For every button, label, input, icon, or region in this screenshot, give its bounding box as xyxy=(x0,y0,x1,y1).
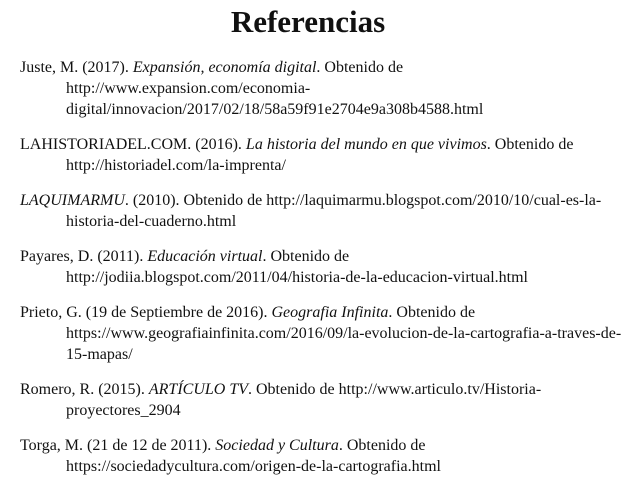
reference-obtained: . Obtenido de xyxy=(388,304,476,321)
reference-entry xyxy=(20,435,626,477)
reference-entry xyxy=(20,379,626,421)
reference-title: Geografia Infinita xyxy=(271,304,389,321)
reference-url: http://historiadel.com/la-imprenta/ xyxy=(66,157,286,174)
reference-url: http://jodiia.blogspot.com/2011/04/historia-de-la-educacion-virtual.html xyxy=(66,269,528,286)
reference-url: http://www.expansion.com/economia-digital/innovacion/2017/02/18/58a59f91e2704e9a308b4588.html xyxy=(66,80,484,118)
reference-title: Sociedad y Cultura xyxy=(215,437,339,454)
page-title: Referencias xyxy=(230,4,386,39)
reference-obtained: . Obtenido de xyxy=(486,136,574,153)
reference-title: Educación virtual xyxy=(147,248,263,265)
reference-obtained: . Obtenido de xyxy=(338,437,426,454)
reference-author: Payares, D. (2011). xyxy=(20,248,148,265)
reference-entry xyxy=(20,246,626,288)
reference-entry xyxy=(20,57,626,120)
reference-entry xyxy=(20,190,626,232)
reference-url: https://www.geografiainfinita.com/2016/09/la-evolucion-de-la-cartografia-a-traves-de-15-mapas/ xyxy=(66,325,622,363)
reference-author: LAQUIMARMU xyxy=(20,192,125,209)
reference-obtained: . Obtenido de xyxy=(262,248,350,265)
reference-title: ARTÍCULO TV xyxy=(148,381,248,398)
reference-title: Expansión, economía digital xyxy=(132,59,317,76)
reference-author: Prieto, G. (19 de Septiembre de 2016). xyxy=(20,304,272,321)
reference-obtained: . Obtenido de xyxy=(316,59,404,76)
reference-url: http://laquimarmu.blogspot.com/2010/10/cual-es-la-historia-del-cuaderno.html xyxy=(66,192,602,230)
reference-entry xyxy=(20,302,626,365)
reference-author: Torga, M. (21 de 12 de 2011). xyxy=(20,437,216,454)
reference-obtained: . Obtenido de xyxy=(248,381,335,398)
reference-list xyxy=(20,57,626,491)
reference-url: http://www.articulo.tv/Historia-proyectores_2904 xyxy=(66,381,542,419)
reference-entry xyxy=(20,134,626,176)
reference-obtained: . (2010). Obtenido de xyxy=(124,192,263,209)
reference-url: https://sociedadycultura.com/origen-de-la-cartografia.html xyxy=(66,458,441,475)
reference-title: La historia del mundo en que vivimos xyxy=(245,136,487,153)
reference-author: LAHISTORIADEL.COM. (2016). xyxy=(20,136,246,153)
reference-author: Romero, R. (2015). xyxy=(20,381,149,398)
reference-author: Juste, M. (2017). xyxy=(20,59,133,76)
